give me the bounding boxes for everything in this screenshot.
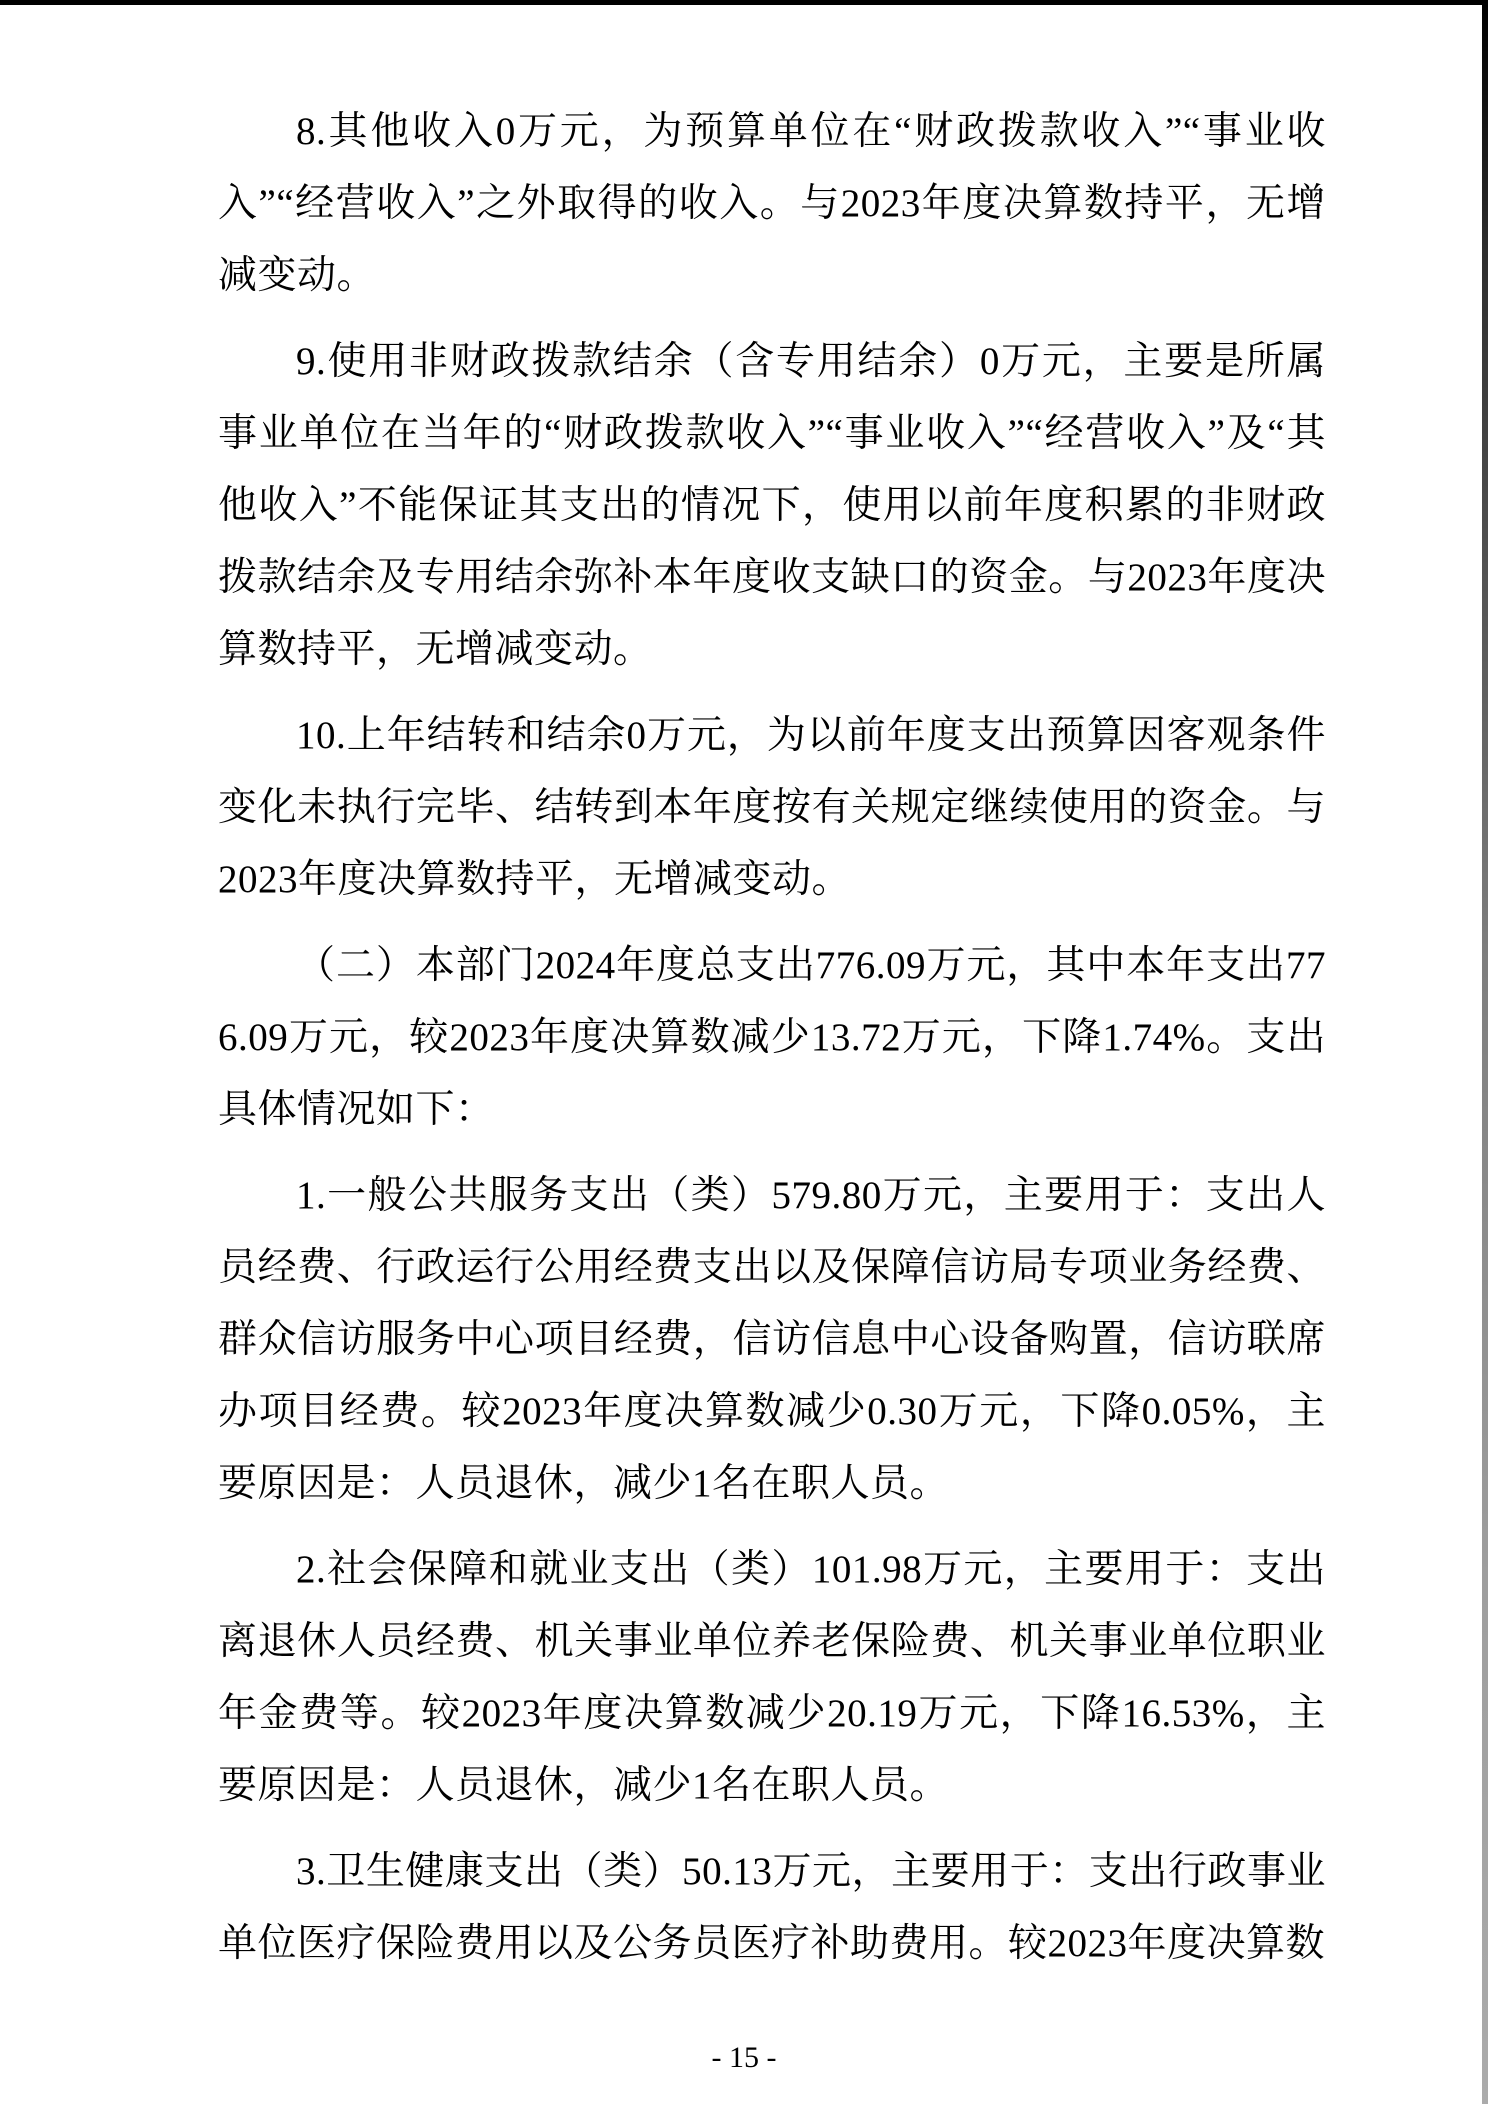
- paragraph-expense-item-2-social-security: 2.社会保障和就业支出（类）101.98万元，主要用于：支出离退休人员经费、机关事业单位养老保险费、机关事业单位职业年金费等。较2023年度决算数减少20.19万元，下降16.53%，主要原因是：人员退休，减少1名在职人员。: [218, 1548, 1326, 1807]
- paragraph-other-income-8: 8.其他收入0万元，为预算单位在“财政拨款收入”“事业收入”“经营收入”之外取得的收入。与2023年度决算数持平，无增减变动。: [218, 110, 1326, 297]
- paragraph-expense-item-3-health: 3.卫生健康支出（类）50.13万元，主要用于：支出行政事业单位医疗保险费用以及公务员医疗补助费用。较2023年度决算数: [218, 1850, 1326, 1965]
- paragraph-section-2-total-expenditure: （二）本部门2024年度总支出776.09万元，其中本年支出776.09万元，较2023年度决算数减少13.72万元，下降1.74%。支出具体情况如下：: [218, 944, 1326, 1131]
- scan-border-right: [1482, 0, 1488, 2104]
- page-number: - 15 -: [711, 2041, 777, 2074]
- paragraph-carryover-10: 10.上年结转和结余0万元，为以前年度支出预算因客观条件变化未执行完毕、结转到本年度按有关规定继续使用的资金。与2023年度决算数持平，无增减变动。: [218, 714, 1326, 901]
- paragraph-expense-item-1-public-service: 1.一般公共服务支出（类）579.80万元，主要用于：支出人员经费、行政运行公用经费支出以及保障信访局专项业务经费、群众信访服务中心项目经费，信访信息中心设备购置，信访联席办项目经费。较2023年度决算数减少0.30万元，下降0.05%，主要原因是：人员退休，减少1名在职人员。: [218, 1174, 1326, 1505]
- document-body: [218, 96, 1326, 1994]
- scan-border-top: [0, 0, 1488, 5]
- paragraph-nonfiscal-balance-9: 9.使用非财政拨款结余（含专用结余）0万元，主要是所属事业单位在当年的“财政拨款收入”“事业收入”“经营收入”及“其他收入”不能保证其支出的情况下，使用以前年度积累的非财政拨款结余及专用结余弥补本年度收支缺口的资金。与2023年度决算数持平，无增减变动。: [218, 340, 1326, 671]
